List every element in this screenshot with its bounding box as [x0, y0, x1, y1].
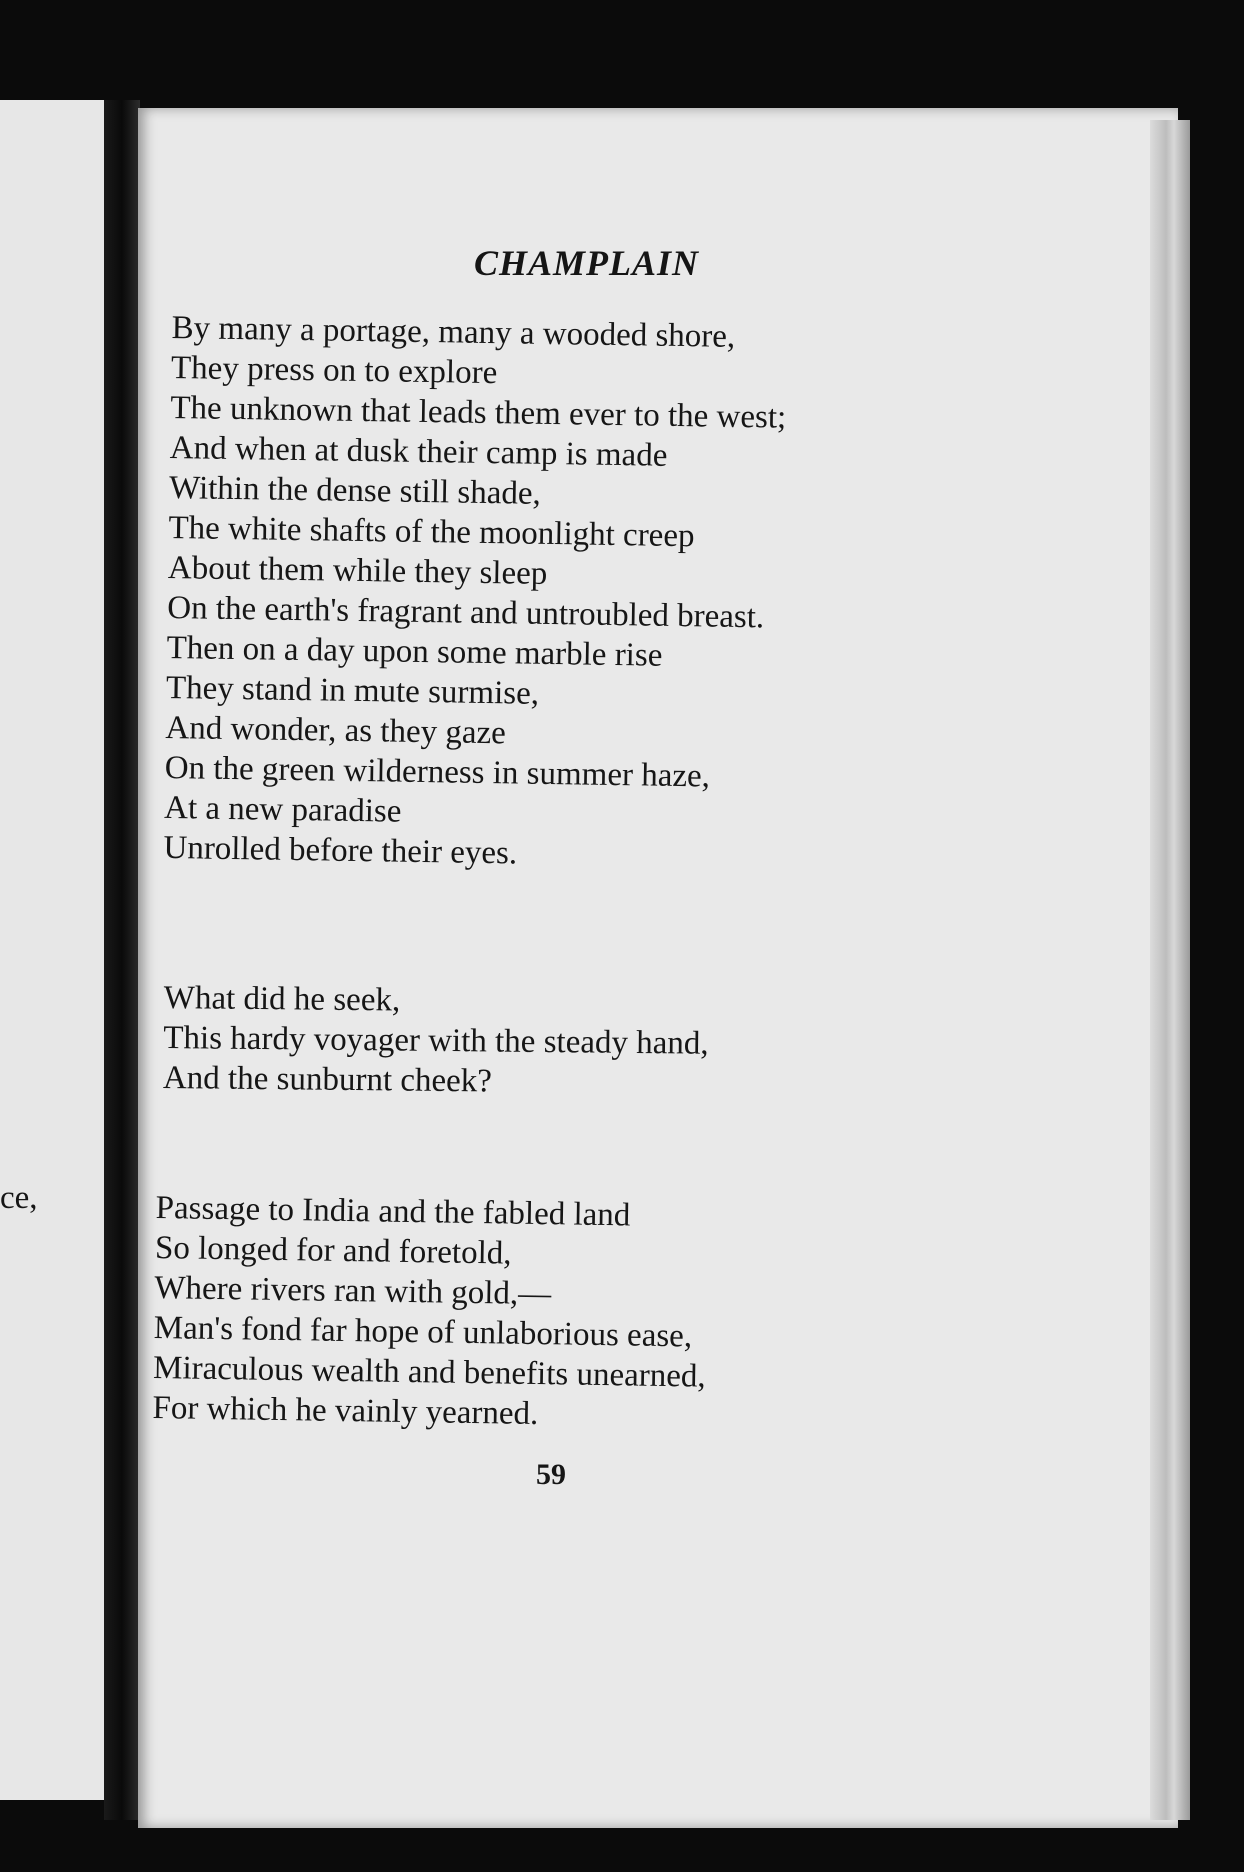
poem-line: For which he vainly yearned.	[152, 1389, 539, 1433]
page-number: 59	[536, 1458, 566, 1491]
stanza-2	[163, 978, 710, 1104]
poem-line: Passage to India and the fabled land	[155, 1189, 631, 1234]
poem-line: On the green wilderness in summer haze,	[164, 749, 711, 795]
poem-line: About them while they sleep	[167, 549, 548, 592]
poem-line: And when at dusk their camp is made	[169, 429, 668, 474]
stanza-3	[152, 1188, 708, 1437]
poem-line: And wonder, as they gaze	[165, 709, 507, 752]
poem-line: What did he seek,	[163, 979, 401, 1019]
poem-line: They stand in mute surmise,	[165, 669, 540, 712]
stanza-1	[163, 308, 788, 878]
left-page-fragment: ce,	[0, 1180, 38, 1216]
poem-line: On the earth's fragrant and untroubled breast.	[167, 589, 765, 636]
poem-line: At a new paradise	[163, 789, 402, 830]
running-head: CHAMPLAIN	[474, 243, 700, 283]
left-page	[0, 100, 118, 1800]
poem-line: So longed for and foretold,	[154, 1229, 512, 1272]
poem-line: The unknown that leads them ever to the west;	[170, 389, 787, 436]
poem-line: Then on a day upon some marble rise	[166, 629, 663, 674]
poem-line: And the sunburnt cheek?	[162, 1059, 493, 1100]
poem-line: Unrolled before their eyes.	[163, 829, 518, 872]
page-edge	[1150, 120, 1190, 1820]
poem-line: By many a portage, many a wooded shore,	[171, 309, 736, 355]
poem-line: Man's fond far hope of unlaborious ease,	[153, 1309, 693, 1355]
book-gutter	[104, 100, 140, 1820]
poem-line: They press on to explore	[170, 349, 498, 392]
poem-line: Where rivers ran with gold,—	[154, 1269, 552, 1313]
poem-line: Miraculous wealth and benefits unearned,	[152, 1349, 706, 1395]
poem-line: Within the dense still shade,	[168, 469, 542, 512]
poem-line: This hardy voyager with the steady hand,	[163, 1019, 709, 1062]
poem-line: The white shafts of the moonlight creep	[168, 509, 695, 555]
